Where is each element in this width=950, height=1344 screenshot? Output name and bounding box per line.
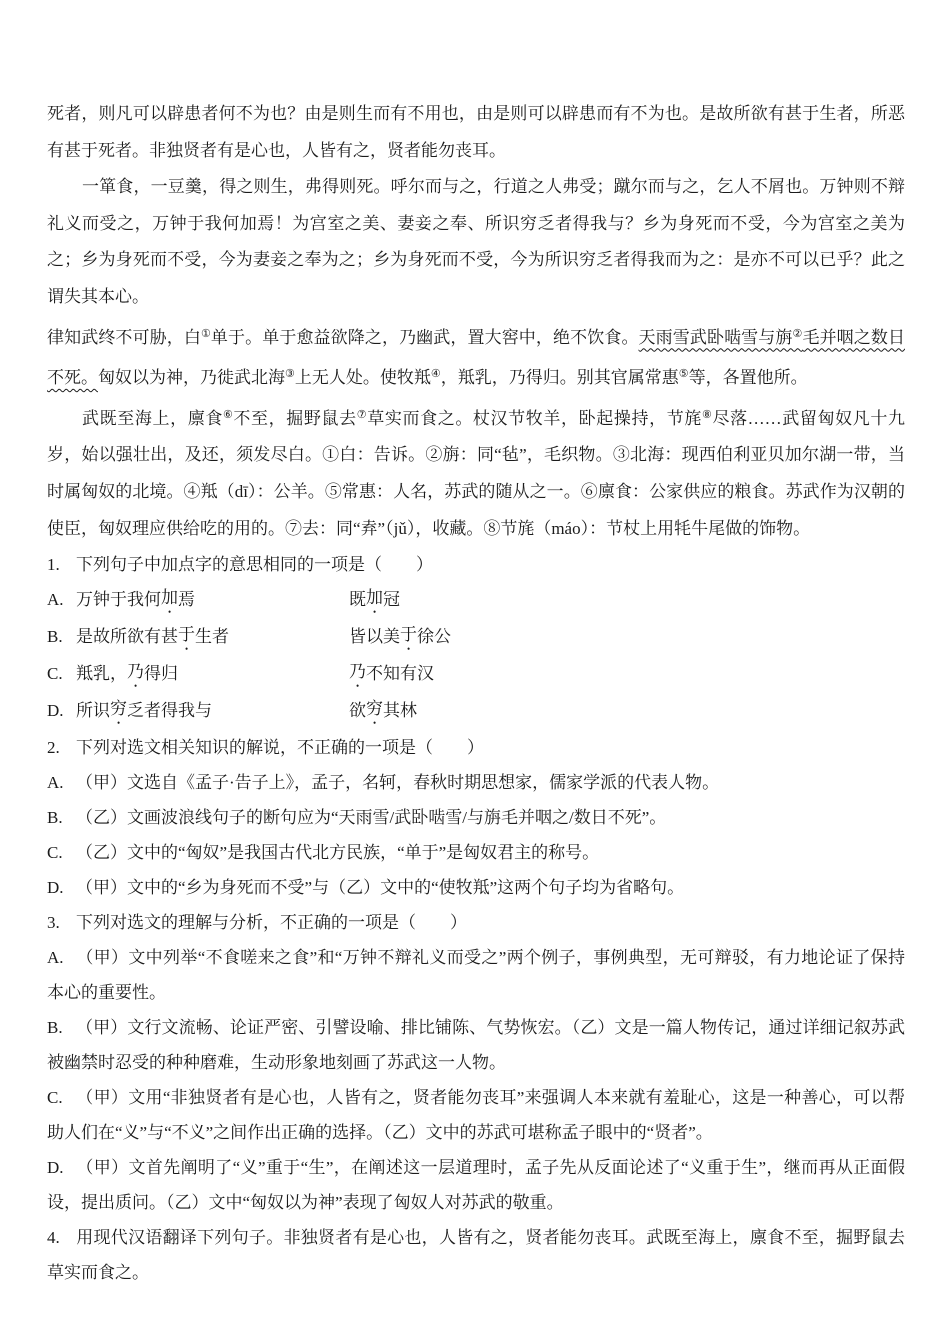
- option-label: C.: [47, 664, 63, 684]
- emphasis-dotted-char: 穷: [110, 699, 127, 719]
- text-run: 焉: [178, 590, 195, 610]
- text-run: 尽落……武留匈奴凡十九岁，始以强壮出，及还，须发尽白。①白：告诉。②旃：同“毡”，毛织物。③北海：现西伯利亚贝加尔湖一带，当时属匈奴的北境。④羝（dī）：公羊。⑤常惠：人名，苏武的随从之一。⑥廪食：公家供应的粮食。苏武作为汉朝的使臣，匈奴理应供给吃的用的。⑦去：同“弆”（jǔ），收藏。⑧节旄（máo）：节杖上用牦牛尾做的饰物。: [47, 408, 906, 538]
- emphasis-dotted-char: 加: [161, 588, 178, 608]
- note-ref-superscript: ①: [200, 327, 211, 340]
- text-run: 羝乳，: [76, 664, 127, 684]
- text-run: 律知武终不可胁，白: [47, 327, 201, 347]
- option-label: A.: [47, 590, 64, 610]
- option-text: （甲）文用“非独贤者有是心也，人皆有之，贤者能勿丧耳”来强调人本来就有羞耻心，这是一种善心，可以帮助人们在“义”与“不义”之间作出正确的选择。（乙）文中的苏武可堪称孟子眼中的“贤者”。: [47, 1088, 905, 1143]
- question-1-number: 1.: [47, 555, 60, 575]
- question-3-option-a: [47, 940, 905, 1010]
- option-label: B.: [47, 1018, 63, 1038]
- option-phrase-2: [349, 588, 400, 609]
- option-phrase-2: [349, 662, 434, 683]
- option-label: D.: [47, 1158, 64, 1178]
- text-run: 乏者得我与: [127, 701, 212, 721]
- text-run: 其林: [383, 701, 417, 721]
- option-text: （乙）文中的“匈奴”是我国古代北方民族，“单于”是匈奴君主的称号。: [76, 843, 600, 863]
- question-2-number: 2.: [47, 738, 60, 758]
- text-run: 死者，则凡可以辟患者何不为也？由是则生而有不用也，由是则可以辟患而有不为也。是故所欲有甚于生者，所恶有甚于死者。非独贤者有是心也，人皆有之，贤者能勿丧耳。: [47, 104, 905, 160]
- question-4-text: 用现代汉语翻译下列句子。非独贤者有是心也，人皆有之，贤者能勿丧耳。武既至海上，廪食不至，掘野鼠去草实而食之。: [47, 1228, 905, 1283]
- text-run: 不至，掘野鼠去: [233, 408, 357, 428]
- text-run: 等，各置他所。: [688, 368, 808, 388]
- option-label: C.: [47, 843, 63, 863]
- text-run: 单于。单于愈益欲降之，乃幽武，置大窖中，绝不饮食。: [210, 327, 639, 347]
- note-ref-superscript: ②: [792, 327, 803, 340]
- option-text: （乙）文画波浪线句子的断句应为“天雨雪/武卧啮雪/与旃毛并咽之/数日不死”。: [76, 808, 667, 828]
- text-run: 皆以美: [349, 627, 400, 647]
- text-run: 匈奴以为神，乃徙武北海: [98, 368, 285, 388]
- text-run: 是故所欲有甚: [76, 627, 178, 647]
- text-run: 一箪食，一豆羹，得之则生，弗得则死。呼尔而与之，行道之人弗受；蹴尔而与之，乞人不屑也。万钟则不辩礼义而受之，万钟于我何加焉！为宫室之美、妻妾之奉、所识穷乏者得我与？乡为身死而不受，今为宫室之美为之；乡为身死而不受，今为妻妾之奉为之；乡为身死而不受，今为所识穷乏者得我而为之：是亦不可以已乎？此之谓失其本心。: [47, 177, 905, 306]
- option-phrase-2: [349, 625, 451, 646]
- question-4-stem: [47, 1220, 905, 1290]
- passage-paragraph-yi-2-with-notes: [47, 397, 905, 547]
- text-run: 生者: [195, 627, 229, 647]
- question-2-option-c: [47, 835, 905, 870]
- text-run: 冠: [383, 590, 400, 610]
- text-run: 得归: [144, 664, 178, 684]
- note-ref-superscript: ⑥: [222, 408, 234, 421]
- text-run: 既: [349, 590, 366, 610]
- question-2-option-d: [47, 870, 905, 905]
- option-phrase-1: [76, 656, 349, 693]
- text-run: 万钟于我何: [76, 590, 161, 610]
- question-1-text: 下列句子中加点字的意思相同的一项是（ ）: [76, 555, 433, 575]
- emphasis-dotted-char: 加: [366, 588, 383, 608]
- option-phrase-1: [76, 619, 349, 656]
- text-run: 所识: [76, 701, 110, 721]
- note-ref-superscript: ⑦: [356, 408, 368, 421]
- passage-paragraph-jia-2: [47, 169, 905, 315]
- note-ref-superscript: ⑧: [701, 408, 713, 421]
- option-label: B.: [47, 808, 63, 828]
- option-text: （甲）文选自《孟子·告子上》，孟子，名轲，春秋时期思想家，儒家学派的代表人物。: [76, 773, 720, 793]
- question-3-option-d: [47, 1150, 905, 1220]
- question-1-option-b: [47, 619, 905, 656]
- question-1-option-a: [47, 582, 905, 619]
- option-label: C.: [47, 1088, 63, 1108]
- option-phrase-1: [76, 693, 349, 730]
- emphasis-dotted-char: 穷: [366, 699, 383, 719]
- passage-section: [47, 96, 905, 547]
- option-phrase-2: [349, 699, 417, 720]
- text-run: ，羝乳，乃得归。别其官属常惠: [440, 368, 679, 388]
- question-3-stem: [47, 905, 905, 940]
- question-1-stem: [47, 547, 905, 582]
- option-text: （甲）文中列举“不食嗟来之食”和“万钟不辩礼义而受之”两个例子，事例典型，无可辩驳，有力地论证了保持本心的重要性。: [47, 948, 905, 1003]
- text-run: 不知有汉: [366, 664, 434, 684]
- question-2-option-b: [47, 800, 905, 835]
- option-text: （甲）文中的“乡为身死而不受”与（乙）文中的“使牧羝”这两个句子均为省略句。: [76, 878, 685, 898]
- text-run: 上无人处。使牧羝: [294, 368, 431, 388]
- option-label: D.: [47, 701, 64, 721]
- note-ref-superscript: ⑤: [678, 368, 689, 381]
- emphasis-dotted-char: 乃: [349, 662, 366, 682]
- option-label: B.: [47, 627, 63, 647]
- question-2-stem: [47, 730, 905, 765]
- emphasis-dotted-char: 于: [178, 625, 195, 645]
- question-1-option-d: [47, 693, 905, 730]
- question-3-option-b: [47, 1010, 905, 1080]
- question-2-option-a: [47, 765, 905, 800]
- text-run: 草实而食之。杖汉节牧羊，卧起操持，节旄: [367, 408, 702, 428]
- text-run: 欲: [349, 701, 366, 721]
- question-3-number: 3.: [47, 913, 60, 933]
- question-4-number: 4.: [47, 1228, 60, 1248]
- emphasis-dotted-char: 于: [400, 625, 417, 645]
- note-ref-superscript: ④: [430, 368, 441, 381]
- emphasis-dotted-char: 乃: [127, 662, 144, 682]
- option-phrase-1: [76, 582, 349, 619]
- question-2-text: 下列对选文相关知识的解说，不正确的一项是（ ）: [76, 738, 484, 758]
- option-label: A.: [47, 948, 64, 968]
- wavy-underlined-text-run: 天雨雪武卧啮雪与旃: [638, 327, 793, 347]
- question-1-option-c: [47, 656, 905, 693]
- passage-paragraph-yi-1: [47, 316, 905, 397]
- passage-paragraph-jia-1: [47, 96, 905, 169]
- option-text: （甲）文行文流畅、论证严密、引譬设喻、排比铺陈、气势恢宏。（乙）文是一篇人物传记，通过详细记叙苏武被幽禁时忍受的种种磨难，生动形象地刻画了苏武这一人物。: [47, 1018, 905, 1073]
- text-run: 徐公: [417, 627, 451, 647]
- option-label: A.: [47, 773, 64, 793]
- text-run: 武既至海上，廪食: [82, 408, 223, 428]
- option-label: D.: [47, 878, 64, 898]
- question-3-text: 下列对选文的理解与分析，不正确的一项是（ ）: [76, 913, 467, 933]
- option-text: （甲）文首先阐明了“义”重于“生”，在阐述这一层道理时，孟子先从反面论述了“义重于生”，继而再从正面假设，提出质问。（乙）文中“匈奴以为神”表现了匈奴人对苏武的敬重。: [47, 1158, 905, 1213]
- wavy-underlined-text-run: 毛并咽之数日不死。: [47, 327, 905, 388]
- question-3-option-c: [47, 1080, 905, 1150]
- exam-document-page: [47, 96, 905, 1290]
- note-ref-superscript: ③: [285, 368, 295, 381]
- questions-section: [47, 547, 905, 1290]
